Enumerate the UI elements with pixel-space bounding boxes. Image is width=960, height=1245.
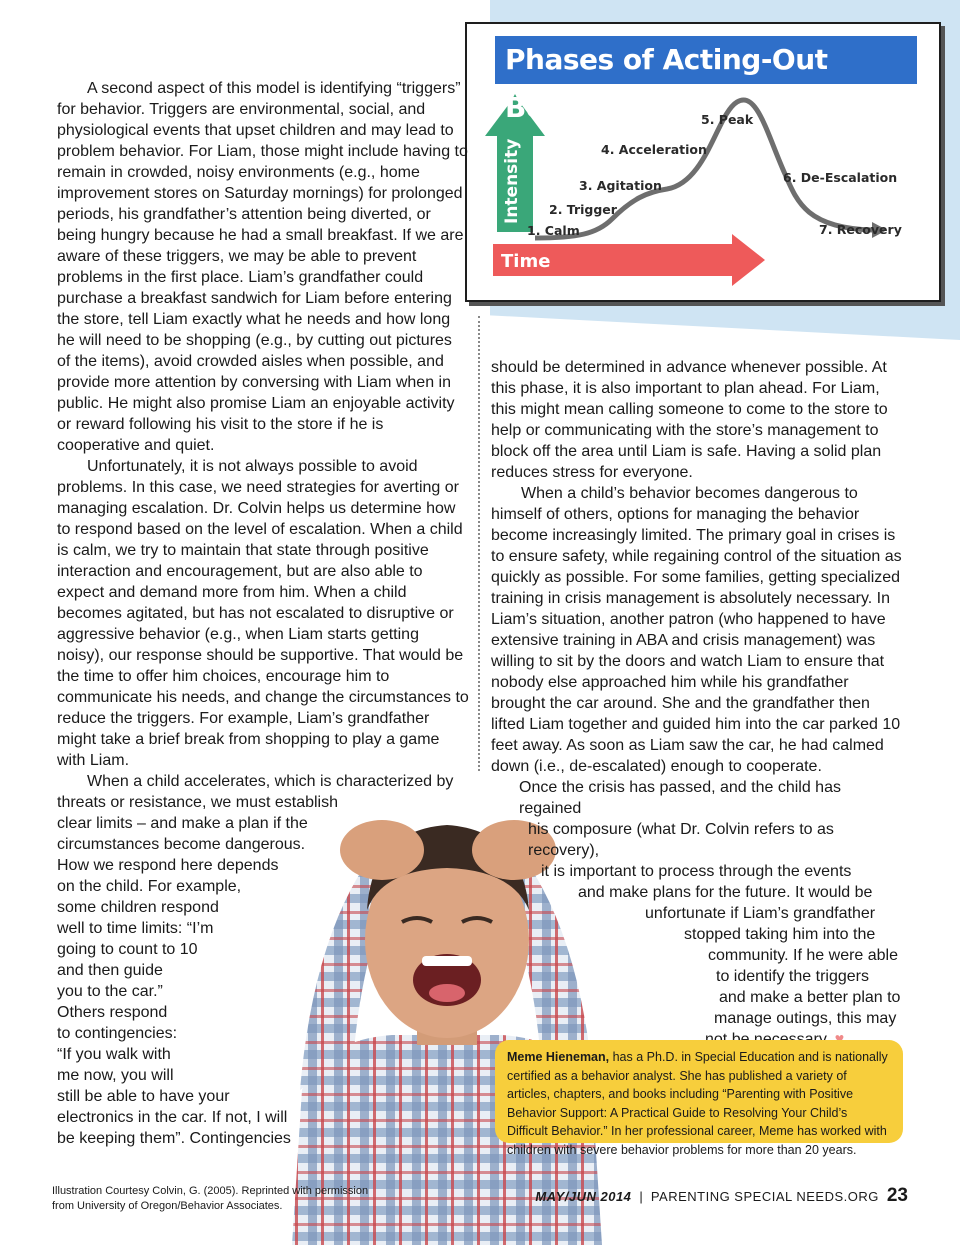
text-line: manage outings, this may bbox=[714, 1010, 897, 1027]
phase-label-de-escalation: 6. De-Escalation bbox=[783, 170, 898, 185]
text-line: and then guide bbox=[57, 962, 163, 979]
text-line: to identify the triggers bbox=[716, 968, 869, 985]
left-hand bbox=[340, 820, 424, 880]
text-line: me now, you will bbox=[57, 1067, 174, 1084]
paragraph: A second aspect of this model is identifying “triggers” for behavior. Triggers are environmental, social, and physiological events that upset children and may lead to problem behavior. For Liam, those might include having to remain in crowded, noisy environments (e.g., home improvement stores on Saturday mornings) for prolonged periods, his grandfather’s attention being diverted, or being hungry because he had a small breakfast. If we are aware of these triggers, we may be able to prevent problems in the first place. Liam’s grandfather could purchase a breakfast sandwich for Liam before entering the store, tell Liam exactly what he needs and how long he will need to be shopping (e.g., by cutting out pictures of the items), avoid crowded aisles when possible, and provide more attention by conversing with Liam when in public. He might also promise Liam an enjoyable activity or reward following his visit to the store if he is cooperative and quiet. bbox=[57, 80, 468, 454]
text-line: unfortunate if Liam’s grandfather bbox=[645, 905, 876, 922]
acting-out-diagram bbox=[465, 22, 941, 302]
text-line: threats or resistance, we must establish bbox=[57, 794, 339, 811]
phase-label-peak: 5. Peak bbox=[701, 112, 754, 127]
text-line: Once the crisis has passed, and the child has regained bbox=[519, 779, 841, 817]
right-column bbox=[491, 357, 906, 1050]
illustration-credit: Illustration Courtesy Colvin, G. (2005). Reprinted with permission from University of Oregon/Behavior Associates. bbox=[52, 1185, 369, 1212]
text-line: it is important to process through the events bbox=[541, 863, 852, 880]
phase-label-calm: 1. Calm bbox=[527, 223, 580, 238]
text-line: on the child. For example, bbox=[57, 878, 242, 895]
text-line: going to count to 10 bbox=[57, 941, 198, 958]
page-number: 23 bbox=[886, 1185, 908, 1206]
column-divider bbox=[478, 316, 480, 771]
phase-label-agitation: 3. Agitation bbox=[579, 178, 662, 193]
text-line: clear limits – and make a plan if the bbox=[57, 815, 308, 832]
paragraph: Unfortunately, it is not always possible to avoid problems. In this case, we need strategies for averting or managing escalation. Dr. Colvin helps us determine how to respond based on the level of escalation. When a child is calm, we try to maintain that state through positive interaction and encouragement, but are also able to expect and demand more from him. When a child becomes agitated, but has not escalated to disruptive or aggressive behavior (e.g., when Liam starts getting noisy), our response should be supportive. That would be the time to offer him choices, encourage him to communicate his needs, and change the circumstances to reduce the triggers. For example, Liam’s grandfather might take a brief break from shopping to play a game with Liam. bbox=[57, 458, 469, 769]
phase-label-acceleration: 4. Acceleration bbox=[601, 142, 707, 157]
issue-date: MAY/JUN 2014 bbox=[535, 1189, 632, 1204]
teeth bbox=[422, 956, 472, 966]
author-bio bbox=[495, 1040, 903, 1157]
phase-label-trigger: 2. Trigger bbox=[549, 202, 617, 217]
page-footer bbox=[535, 1185, 908, 1207]
intensity-label: Intensity bbox=[502, 138, 522, 224]
text-line: community. If he were able bbox=[708, 947, 899, 964]
text-line: and make a better plan to bbox=[719, 989, 901, 1006]
wrapped-text bbox=[491, 777, 906, 1050]
text-line: and make plans for the future. It would be bbox=[578, 884, 873, 901]
text-line: his composure (what Dr. Colvin refers to as recovery), bbox=[528, 821, 834, 859]
footer-separator: | bbox=[639, 1189, 643, 1204]
text-line: electronics in the car. If not, I will bbox=[57, 1109, 288, 1126]
author-name: Meme Hieneman, bbox=[507, 1050, 610, 1064]
text-line: stopped taking him into the bbox=[684, 926, 876, 943]
paragraph: When a child’s behavior becomes dangerous to himself of others, options for managing the behavior become increasingly limited. The primary goal in crises is to ensure safety, while regaining control of the situation as quickly as possible. For some families, getting specialized training in crisis management is absolutely necessary. In Liam’s situation, another patron (who happened to have extensive training in ABA and crisis management) was willing to sit by the doors and watch Liam to ensure that nobody else approached him while his grandfather brought the car around. She and the grandfather then lifted Liam together and guided him into the car parked 10 feet away. As soon as Liam saw the car, he had calmed down (i.e., de-escalated) enough to cooperate. bbox=[491, 485, 902, 775]
text-line: circumstances become dangerous. bbox=[57, 836, 306, 853]
text-line: “If you walk with bbox=[57, 1046, 171, 1063]
magazine-name: PARENTING SPECIAL NEEDS.ORG bbox=[650, 1189, 879, 1204]
text-line: some children respond bbox=[57, 899, 219, 916]
tongue bbox=[429, 984, 465, 1002]
paragraph: should be determined in advance whenever possible. At this phase, it is also important to plan ahead. For Liam, this might mean calling someone to come to the store to help or communicating with the store’s management to block off the area until Liam is safe. Having a solid plan reduces stress for everyone. bbox=[491, 359, 888, 481]
text-line: you to the car.” bbox=[57, 983, 163, 1000]
time-label: Time bbox=[501, 251, 551, 272]
text-line: to contingencies: bbox=[57, 1025, 178, 1042]
text-line: well to time limits: “I’m bbox=[57, 920, 214, 937]
text-line: be keeping them”. Contingencies bbox=[57, 1130, 291, 1147]
text-line: Others respond bbox=[57, 1004, 168, 1021]
phase-label-recovery: 7. Recovery bbox=[819, 222, 902, 237]
paragraph: When a child accelerates, which is characterized by bbox=[87, 773, 454, 790]
author-bio-text: has a Ph.D. in Special Education and is nationally certified as a behavior analyst. She has published a variety of articles, chapters, and books including “Parenting with Positive Behavior Support: A Practical Guide to Resolving Your Child’s Difficult Behavior.” In her professional career, Meme has worked with children with severe behavior problems for more than 20 years. bbox=[507, 1050, 888, 1157]
diagram-title: Phases of Acting-Out Behavior bbox=[495, 36, 917, 84]
text-line: How we respond here depends bbox=[57, 857, 279, 874]
text-line: still be able to have your bbox=[57, 1088, 230, 1105]
